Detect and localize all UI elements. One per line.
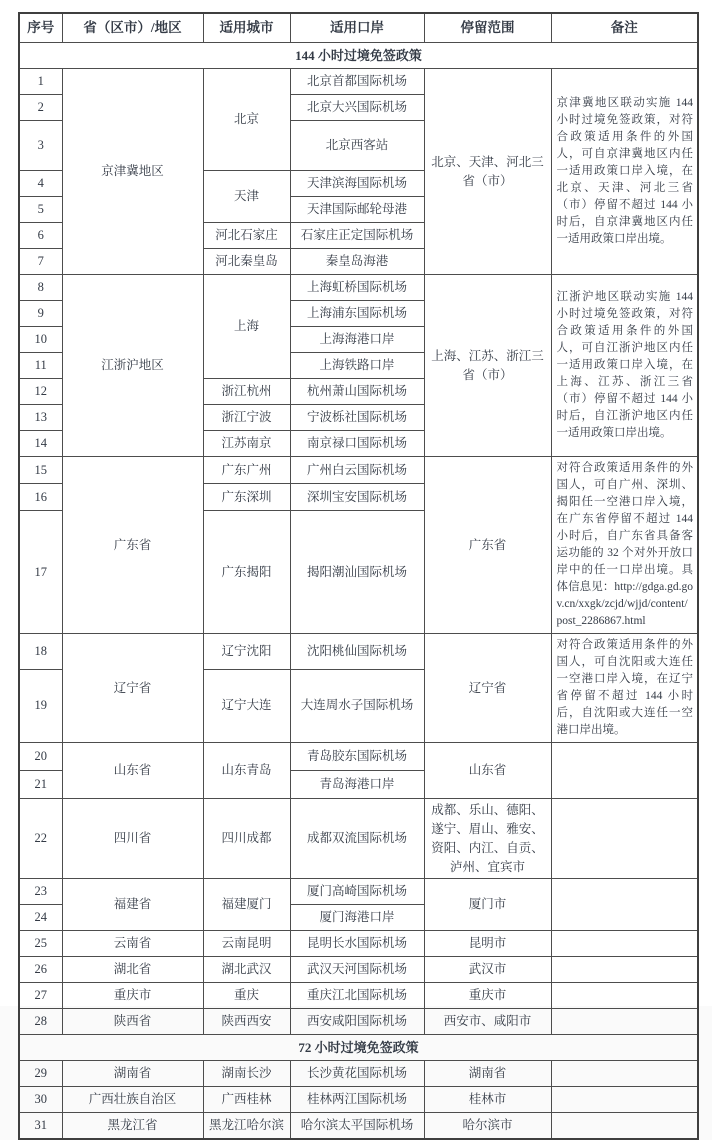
city-cell: 福建厦门 xyxy=(203,879,290,931)
region-cell: 广东省 xyxy=(62,457,203,634)
remark-cell: 江浙沪地区联动实施 144 小时过境免签政策，对符合政策适用条件的外国人，可自江浙沪地区内任一适用政策口岸入境，在上海、江苏、浙江三省（市）停留不超过 144 小时后，自江浙沪地区内任一适用政策口岸出境。 xyxy=(551,275,698,457)
port-cell: 沈阳桃仙国际机场 xyxy=(290,634,424,669)
seq-cell: 30 xyxy=(19,1087,62,1113)
remark-cell: 对符合政策适用条件的外国人，可自广州、深圳、揭阳任一空港口岸入境，在广东省停留不超过 144 小时后，自广东省具备客运功能的 32 个对外开放口岸中的任一口岸出境。具体信息见：http://gdga.gd.gov.cn/xxgk/zcjd/wjjd/content/post_2286867.html xyxy=(551,457,698,634)
seq-cell: 21 xyxy=(19,771,62,799)
port-cell: 北京西客站 xyxy=(290,121,424,171)
seq-cell: 1 xyxy=(19,69,62,95)
port-cell: 青岛胶东国际机场 xyxy=(290,743,424,771)
seq-cell: 6 xyxy=(19,223,62,249)
remark-cell xyxy=(551,957,698,983)
header-stay: 停留范围 xyxy=(424,13,551,43)
region-cell: 辽宁省 xyxy=(62,634,203,743)
transit-visa-table xyxy=(18,12,699,1140)
table-row xyxy=(19,275,698,301)
remark-cell xyxy=(551,1087,698,1113)
section-header-row xyxy=(19,43,698,69)
stay-cell: 北京、天津、河北三省（市） xyxy=(424,69,551,275)
region-cell: 福建省 xyxy=(62,879,203,931)
header-region: 省（区市）/地区 xyxy=(62,13,203,43)
city-cell: 浙江杭州 xyxy=(203,379,290,405)
region-cell: 广西壮族自治区 xyxy=(62,1087,203,1113)
city-cell: 辽宁大连 xyxy=(203,669,290,743)
port-cell: 北京首都国际机场 xyxy=(290,69,424,95)
remark-cell xyxy=(551,1061,698,1087)
region-cell: 江浙沪地区 xyxy=(62,275,203,457)
table-row xyxy=(19,799,698,879)
city-cell: 云南昆明 xyxy=(203,931,290,957)
port-cell: 宁波栎社国际机场 xyxy=(290,405,424,431)
port-cell: 广州白云国际机场 xyxy=(290,457,424,484)
remark-cell xyxy=(551,1113,698,1139)
seq-cell: 27 xyxy=(19,983,62,1009)
seq-cell: 26 xyxy=(19,957,62,983)
remark-cell xyxy=(551,799,698,879)
seq-cell: 18 xyxy=(19,634,62,669)
port-cell: 厦门高崎国际机场 xyxy=(290,879,424,905)
header-seq: 序号 xyxy=(19,13,62,43)
visa-table-body xyxy=(19,43,698,1139)
city-cell: 江苏南京 xyxy=(203,431,290,457)
table-row xyxy=(19,1087,698,1113)
remark-cell xyxy=(551,1009,698,1035)
region-cell: 山东省 xyxy=(62,743,203,799)
port-cell: 北京大兴国际机场 xyxy=(290,95,424,121)
port-cell: 杭州萧山国际机场 xyxy=(290,379,424,405)
city-cell: 广东深圳 xyxy=(203,484,290,511)
remark-cell xyxy=(551,983,698,1009)
seq-cell: 20 xyxy=(19,743,62,771)
port-cell: 上海虹桥国际机场 xyxy=(290,275,424,301)
remark-cell xyxy=(551,879,698,931)
city-cell: 浙江宁波 xyxy=(203,405,290,431)
stay-cell: 湖南省 xyxy=(424,1061,551,1087)
seq-cell: 31 xyxy=(19,1113,62,1139)
port-cell: 大连周水子国际机场 xyxy=(290,669,424,743)
city-cell: 陕西西安 xyxy=(203,1009,290,1035)
port-cell: 西安咸阳国际机场 xyxy=(290,1009,424,1035)
port-cell: 深圳宝安国际机场 xyxy=(290,484,424,511)
seq-cell: 15 xyxy=(19,457,62,484)
table-row xyxy=(19,1009,698,1035)
port-cell: 重庆江北国际机场 xyxy=(290,983,424,1009)
table-row xyxy=(19,931,698,957)
stay-cell: 山东省 xyxy=(424,743,551,799)
table-row xyxy=(19,457,698,484)
section-header-row xyxy=(19,1035,698,1061)
stay-cell: 厦门市 xyxy=(424,879,551,931)
city-cell: 广东揭阳 xyxy=(203,511,290,634)
city-cell: 湖北武汉 xyxy=(203,957,290,983)
header-remark: 备注 xyxy=(551,13,698,43)
table-row xyxy=(19,983,698,1009)
seq-cell: 2 xyxy=(19,95,62,121)
region-cell: 京津冀地区 xyxy=(62,69,203,275)
city-cell: 湖南长沙 xyxy=(203,1061,290,1087)
remark-cell: 对符合政策适用条件的外国人，可自沈阳或大连任一空港口岸入境，在辽宁省停留不超过 144 小时后，自沈阳或大连任一空港口岸出境。 xyxy=(551,634,698,743)
port-cell: 天津国际邮轮母港 xyxy=(290,197,424,223)
port-cell: 武汉天河国际机场 xyxy=(290,957,424,983)
seq-cell: 22 xyxy=(19,799,62,879)
port-cell: 厦门海港口岸 xyxy=(290,905,424,931)
port-cell: 上海铁路口岸 xyxy=(290,353,424,379)
city-cell: 河北秦皇岛 xyxy=(203,249,290,275)
port-cell: 长沙黄花国际机场 xyxy=(290,1061,424,1087)
port-cell: 桂林两江国际机场 xyxy=(290,1087,424,1113)
table-row xyxy=(19,743,698,771)
seq-cell: 17 xyxy=(19,511,62,634)
stay-cell: 西安市、咸阳市 xyxy=(424,1009,551,1035)
port-cell: 石家庄正定国际机场 xyxy=(290,223,424,249)
region-cell: 四川省 xyxy=(62,799,203,879)
seq-cell: 28 xyxy=(19,1009,62,1035)
city-cell: 北京 xyxy=(203,69,290,171)
region-cell: 黑龙江省 xyxy=(62,1113,203,1139)
city-cell: 重庆 xyxy=(203,983,290,1009)
table-row xyxy=(19,634,698,669)
port-cell: 上海浦东国际机场 xyxy=(290,301,424,327)
port-cell: 揭阳潮汕国际机场 xyxy=(290,511,424,634)
table-row xyxy=(19,879,698,905)
region-cell: 湖北省 xyxy=(62,957,203,983)
stay-cell: 哈尔滨市 xyxy=(424,1113,551,1139)
remark-cell xyxy=(551,931,698,957)
stay-cell: 昆明市 xyxy=(424,931,551,957)
seq-cell: 4 xyxy=(19,171,62,197)
stay-cell: 辽宁省 xyxy=(424,634,551,743)
seq-cell: 12 xyxy=(19,379,62,405)
port-cell: 秦皇岛海港 xyxy=(290,249,424,275)
remark-cell: 京津冀地区联动实施 144 小时过境免签政策，对符合政策适用条件的外国人，可自京津冀地区内任一适用政策口岸入境，在北京、天津、河北三省（市）停留不超过 144 小时后，自京津冀地区内任一适用政策口岸出境。 xyxy=(551,69,698,275)
city-cell: 四川成都 xyxy=(203,799,290,879)
table-header xyxy=(19,13,698,43)
city-cell: 河北石家庄 xyxy=(203,223,290,249)
header-row xyxy=(19,13,698,43)
stay-cell: 桂林市 xyxy=(424,1087,551,1113)
city-cell: 上海 xyxy=(203,275,290,379)
port-cell: 南京禄口国际机场 xyxy=(290,431,424,457)
seq-cell: 23 xyxy=(19,879,62,905)
region-cell: 湖南省 xyxy=(62,1061,203,1087)
port-cell: 青岛海港口岸 xyxy=(290,771,424,799)
seq-cell: 16 xyxy=(19,484,62,511)
city-cell: 黑龙江哈尔滨 xyxy=(203,1113,290,1139)
port-cell: 上海海港口岸 xyxy=(290,327,424,353)
stay-cell: 成都、乐山、德阳、遂宁、眉山、雅安、资阳、内江、自贡、泸州、宜宾市 xyxy=(424,799,551,879)
city-cell: 山东青岛 xyxy=(203,743,290,799)
seq-cell: 9 xyxy=(19,301,62,327)
seq-cell: 25 xyxy=(19,931,62,957)
stay-cell: 武汉市 xyxy=(424,957,551,983)
city-cell: 广西桂林 xyxy=(203,1087,290,1113)
region-cell: 陕西省 xyxy=(62,1009,203,1035)
region-cell: 云南省 xyxy=(62,931,203,957)
seq-cell: 13 xyxy=(19,405,62,431)
port-cell: 昆明长水国际机场 xyxy=(290,931,424,957)
section-title: 72 小时过境免签政策 xyxy=(19,1035,698,1061)
table-row xyxy=(19,1061,698,1087)
remark-cell xyxy=(551,743,698,799)
table-row xyxy=(19,957,698,983)
stay-cell: 重庆市 xyxy=(424,983,551,1009)
seq-cell: 29 xyxy=(19,1061,62,1087)
seq-cell: 11 xyxy=(19,353,62,379)
seq-cell: 7 xyxy=(19,249,62,275)
section-title: 144 小时过境免签政策 xyxy=(19,43,698,69)
table-row xyxy=(19,69,698,95)
seq-cell: 5 xyxy=(19,197,62,223)
seq-cell: 14 xyxy=(19,431,62,457)
city-cell: 辽宁沈阳 xyxy=(203,634,290,669)
seq-cell: 10 xyxy=(19,327,62,353)
table-row xyxy=(19,1113,698,1139)
region-cell: 重庆市 xyxy=(62,983,203,1009)
seq-cell: 19 xyxy=(19,669,62,743)
stay-cell: 广东省 xyxy=(424,457,551,634)
seq-cell: 3 xyxy=(19,121,62,171)
port-cell: 天津滨海国际机场 xyxy=(290,171,424,197)
seq-cell: 8 xyxy=(19,275,62,301)
seq-cell: 24 xyxy=(19,905,62,931)
stay-cell: 上海、江苏、浙江三省（市） xyxy=(424,275,551,457)
header-city: 适用城市 xyxy=(203,13,290,43)
city-cell: 广东广州 xyxy=(203,457,290,484)
port-cell: 哈尔滨太平国际机场 xyxy=(290,1113,424,1139)
port-cell: 成都双流国际机场 xyxy=(290,799,424,879)
city-cell: 天津 xyxy=(203,171,290,223)
header-port: 适用口岸 xyxy=(290,13,424,43)
